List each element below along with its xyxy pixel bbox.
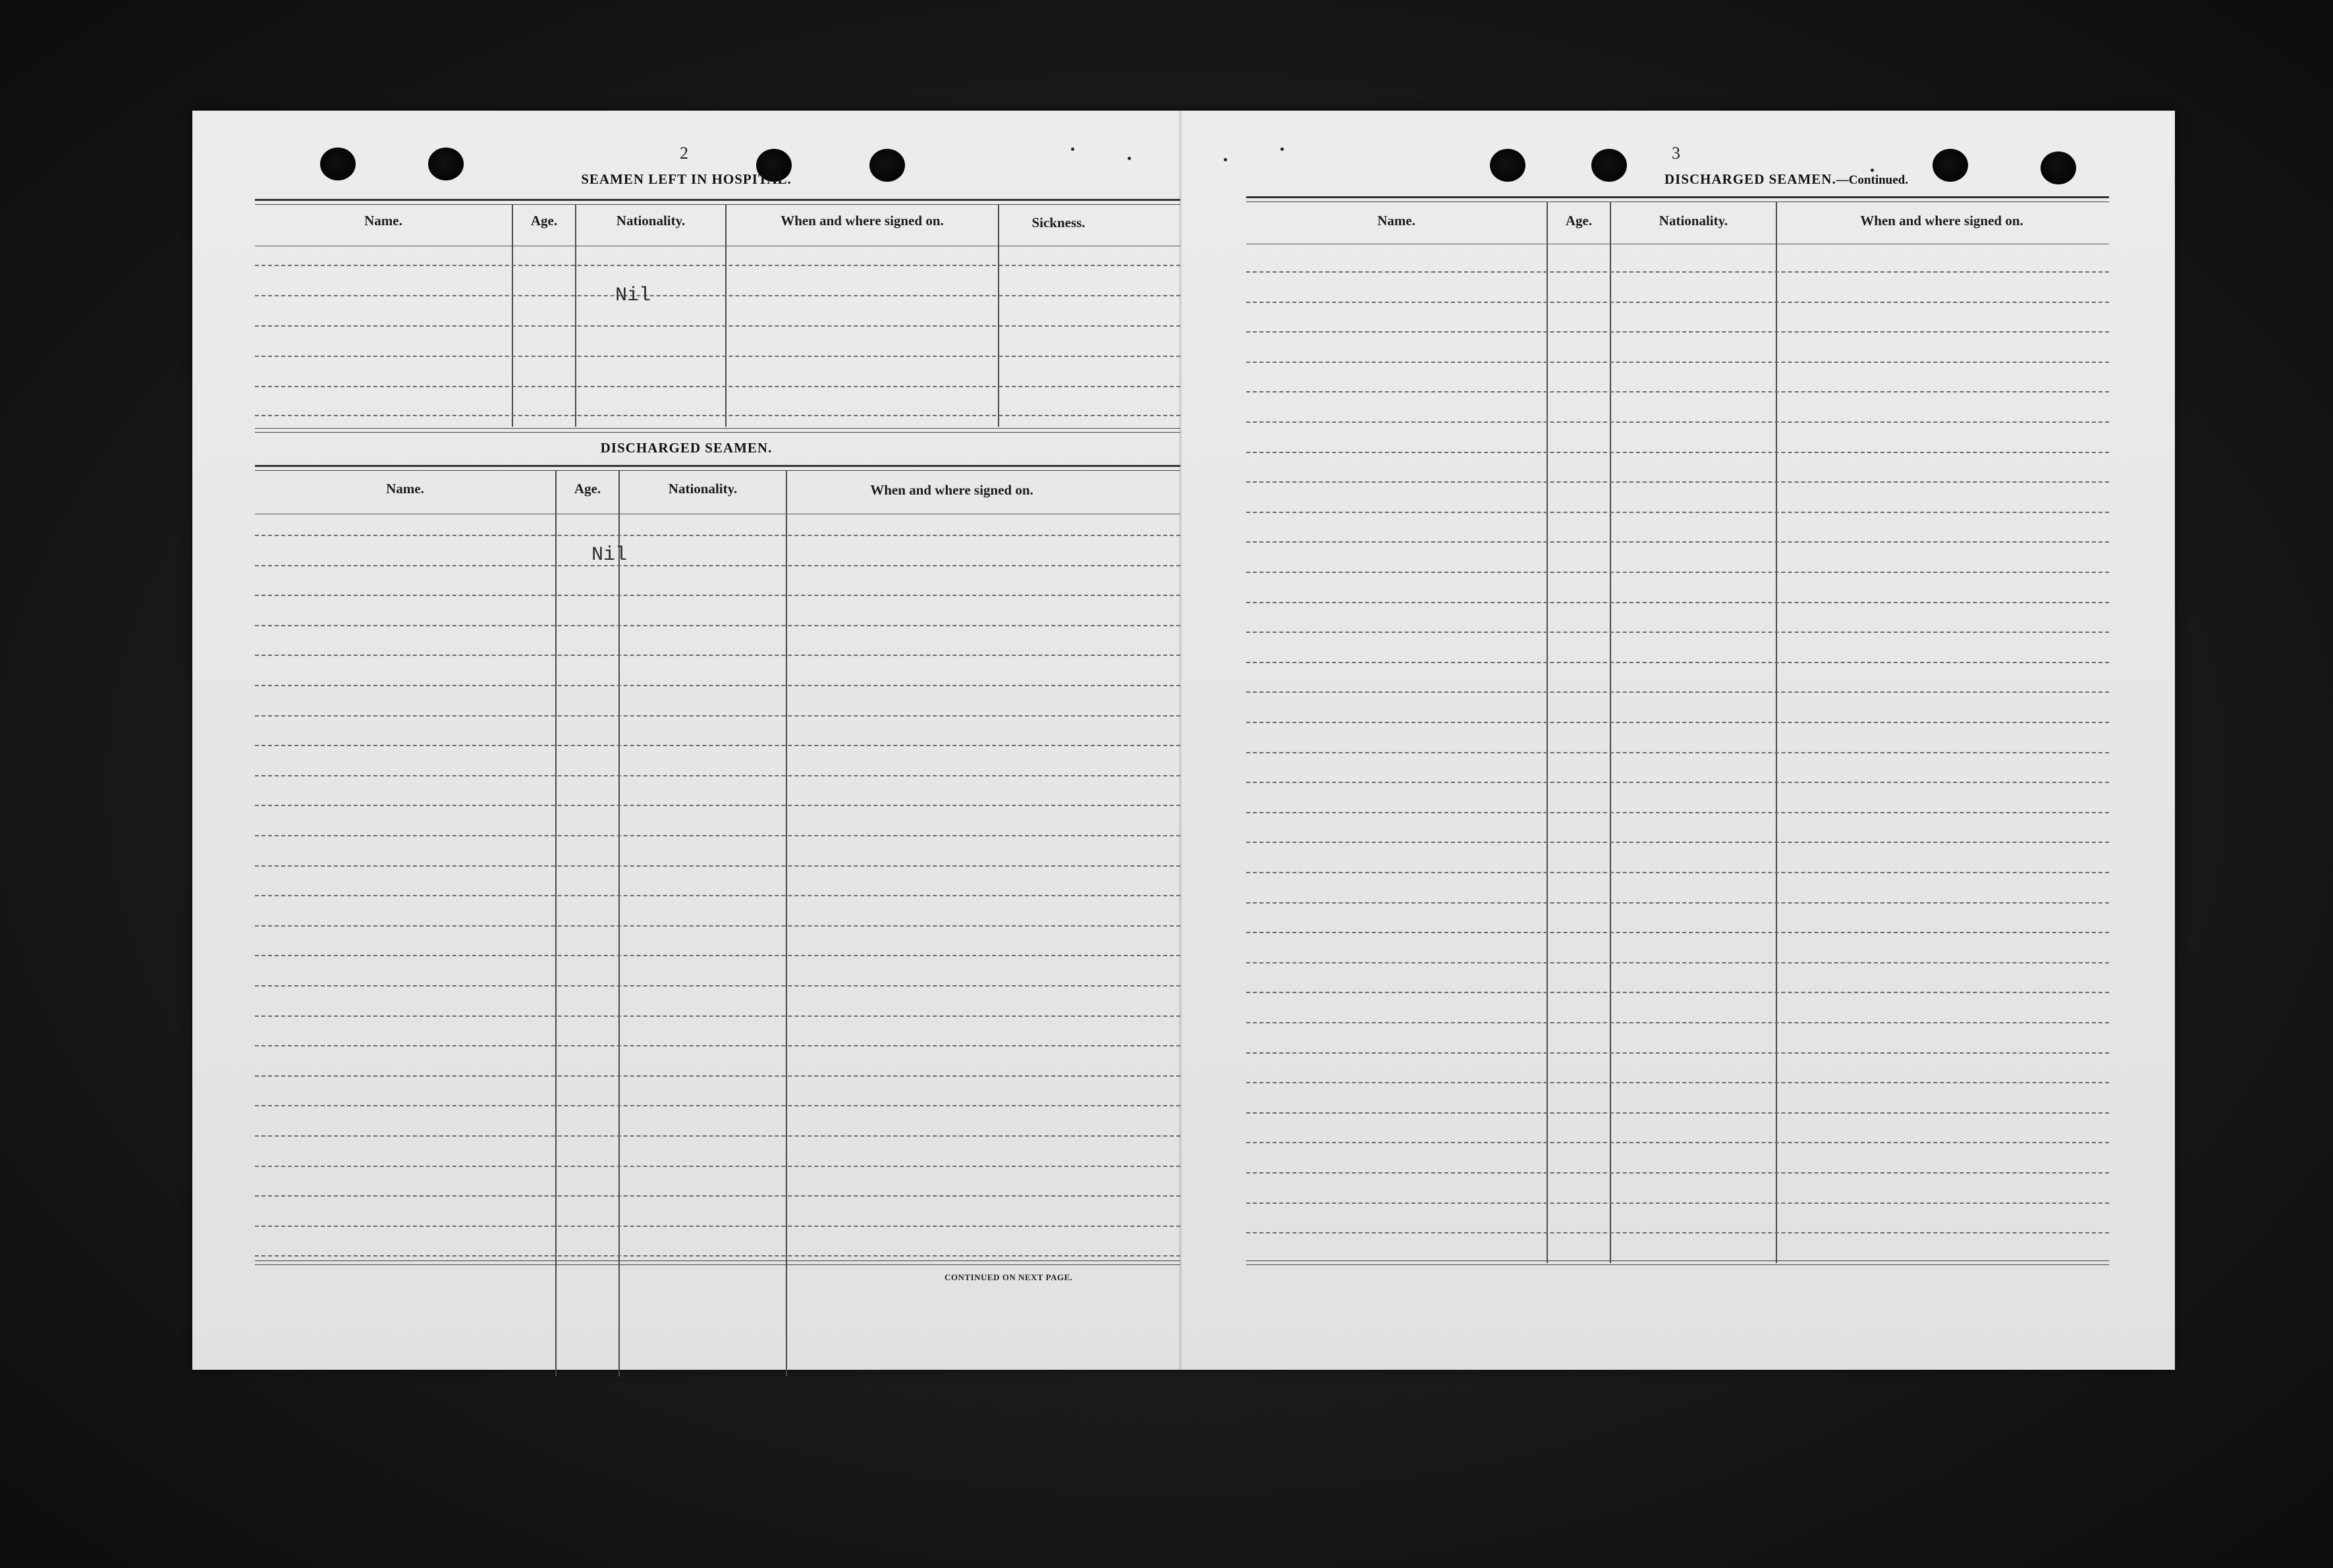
dust-speck	[1224, 158, 1227, 161]
col-header-nationality: Nationality.	[616, 213, 686, 229]
entry-line	[255, 655, 1180, 656]
entry-line	[255, 745, 1180, 746]
document-sheet	[192, 111, 2175, 1370]
entry-line	[1246, 1082, 2109, 1083]
entry-line	[1246, 452, 2109, 453]
entry-line	[255, 775, 1180, 776]
entry-line	[255, 1075, 1180, 1077]
entry-line	[255, 805, 1180, 806]
entry-line	[255, 715, 1180, 716]
table-top-rule	[1246, 196, 2109, 198]
column-divider	[998, 204, 999, 427]
entry-line	[1246, 932, 2109, 933]
entry-line	[255, 1195, 1180, 1197]
entry-line	[255, 325, 1180, 327]
entry-line	[1246, 421, 2109, 423]
entry-line	[255, 835, 1180, 836]
entry-line	[1246, 842, 2109, 843]
entry-line	[1246, 691, 2109, 693]
table-top-rule	[255, 465, 1180, 467]
entry-line	[1246, 362, 2109, 363]
entry-line	[1246, 512, 2109, 513]
column-divider	[555, 470, 557, 1376]
dust-speck	[1280, 148, 1284, 151]
entry-line	[1246, 992, 2109, 993]
section-title-discharged: DISCHARGED SEAMEN.	[600, 440, 773, 456]
section-divider	[255, 432, 1180, 433]
entry-line	[1246, 632, 2109, 633]
entry-line	[1246, 1203, 2109, 1204]
table-bottom-rule	[255, 1264, 1180, 1265]
column-divider	[512, 204, 513, 427]
entry-line	[255, 685, 1180, 686]
entry-line	[255, 1166, 1180, 1167]
column-divider	[1547, 202, 1548, 1263]
entry-line	[1246, 782, 2109, 783]
punch-hole	[320, 148, 356, 180]
table-top-rule	[255, 204, 1180, 205]
column-divider	[618, 470, 620, 1376]
entry-line	[255, 925, 1180, 927]
entry-line	[255, 1105, 1180, 1106]
entry-line	[255, 1045, 1180, 1046]
table-top-rule	[255, 470, 1180, 471]
entry-line	[1246, 1172, 2109, 1174]
col-header-age: Age.	[574, 481, 601, 497]
entry-line	[1246, 271, 2109, 273]
table-bottom-rule	[255, 1260, 1180, 1261]
col-header-signed-on: When and where signed on.	[870, 482, 1033, 498]
page-number: 3	[1672, 144, 1680, 163]
punch-hole	[869, 149, 905, 182]
typed-entry-nil: Nil	[615, 284, 651, 307]
col-header-sickness: Sickness.	[1031, 215, 1085, 230]
col-header-age: Age.	[530, 213, 558, 229]
column-divider	[575, 204, 576, 427]
entry-line	[1246, 1232, 2109, 1233]
section-divider	[255, 428, 1180, 429]
section-title-discharged-continued	[1503, 171, 2070, 188]
entry-line	[1246, 722, 2109, 723]
col-header-nationality: Nationality.	[1659, 213, 1728, 229]
entry-line	[1246, 1022, 2109, 1023]
entry-line	[255, 895, 1180, 896]
entry-line	[1246, 872, 2109, 873]
entry-line	[255, 415, 1180, 416]
punch-hole	[428, 148, 464, 180]
entry-line	[1246, 1052, 2109, 1054]
typed-entry-nil: Nil	[591, 544, 628, 566]
entry-line	[255, 535, 1180, 536]
entry-line	[1246, 331, 2109, 333]
entry-line	[255, 985, 1180, 987]
entry-line	[1246, 302, 2109, 303]
entry-line	[255, 1135, 1180, 1137]
entry-line	[255, 386, 1180, 387]
entry-line	[255, 356, 1180, 357]
entry-line	[1246, 541, 2109, 543]
section-title-continued: —Continued.	[1836, 173, 1908, 187]
table-bottom-rule	[1246, 1260, 2109, 1261]
col-header-age: Age.	[1565, 213, 1593, 229]
entry-line	[1246, 812, 2109, 813]
dust-speck	[1071, 148, 1074, 151]
entry-line	[1246, 1142, 2109, 1143]
entry-line	[255, 295, 1180, 296]
table-top-rule	[255, 199, 1180, 201]
table-bottom-rule	[1246, 1264, 2109, 1265]
entry-line	[255, 625, 1180, 626]
col-header-signed-on: When and where signed on.	[781, 213, 944, 229]
entry-line	[255, 865, 1180, 867]
center-fold	[1179, 111, 1182, 1370]
col-header-signed-on: When and where signed on.	[1860, 213, 2023, 229]
entry-line	[255, 1015, 1180, 1017]
page-number: 2	[680, 144, 688, 163]
column-divider	[786, 470, 787, 1376]
entry-line	[1246, 572, 2109, 573]
entry-line	[255, 265, 1180, 266]
entry-line	[1246, 662, 2109, 663]
column-divider	[1776, 202, 1777, 1263]
col-header-name: Name.	[386, 481, 424, 497]
dust-speck	[1128, 157, 1131, 160]
continued-note: CONTINUED ON NEXT PAGE.	[945, 1272, 1073, 1282]
column-divider	[725, 204, 727, 427]
col-header-name: Name.	[364, 213, 402, 229]
entry-line	[1246, 391, 2109, 392]
entry-line	[255, 1255, 1180, 1257]
section-title-text: DISCHARGED SEAMEN.	[1664, 171, 1836, 187]
entry-line	[1246, 1112, 2109, 1114]
entry-line	[255, 595, 1180, 596]
entry-line	[1246, 902, 2109, 904]
entry-line	[1246, 481, 2109, 483]
entry-line	[255, 955, 1180, 956]
entry-line	[1246, 602, 2109, 603]
entry-line	[1246, 752, 2109, 753]
entry-line	[1246, 962, 2109, 963]
col-header-name: Name.	[1377, 213, 1415, 229]
column-divider	[1610, 202, 1611, 1263]
entry-line	[255, 1226, 1180, 1227]
entry-line	[255, 565, 1180, 566]
section-title-hospital: SEAMEN LEFT IN HOSPITAL.	[581, 171, 792, 187]
col-header-nationality: Nationality.	[668, 481, 738, 497]
